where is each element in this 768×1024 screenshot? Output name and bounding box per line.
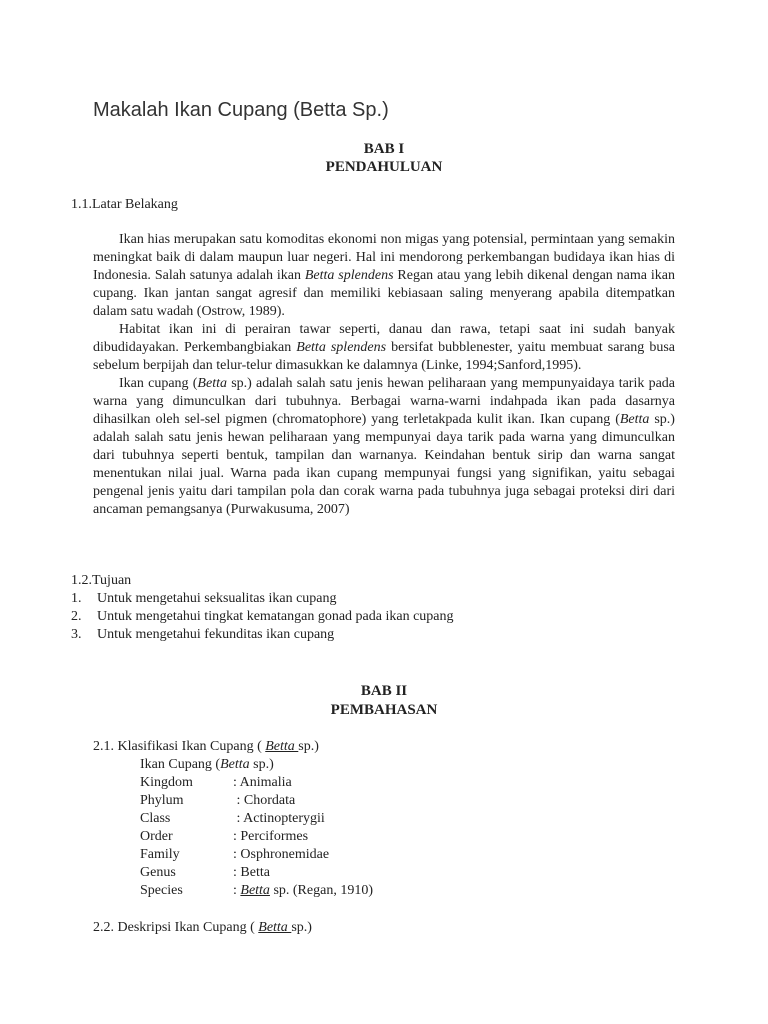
taxonomy-rank: Genus — [140, 865, 176, 880]
taxonomy-row — [140, 810, 373, 828]
taxonomy-rank: Kingdom — [140, 775, 193, 790]
paragraph-3-text-b: sp.) adalah salah satu jenis hewan peliharaan yang mempunyaidaya tarik pada warna yang dimunculkan dari tubuhnya. Berbagai warna-warni indahpada ikan pada dasarnya dihasilkan oleh sel-sel pigmen (chromatophore) yang terletakpada kulit ikan. Ikan cupang ( — [93, 376, 675, 427]
taxonomy-rank: Family — [140, 847, 180, 862]
taxonomy-row — [140, 846, 373, 864]
taxonomy-heading-genus: Betta — [220, 757, 250, 772]
list-item — [71, 626, 454, 644]
taxonomy-row — [140, 864, 373, 882]
paragraph-3-genus-name-2: Betta — [619, 412, 650, 427]
taxonomy-row — [140, 774, 373, 792]
paragraph-1-text-b: Regan atau yang lebih dikenal dengan nama ikan cupang. Ikan jantan sangat agresif dan memiliki kebiasaan saling menyerang apabila ditempatkan dalam satu wadah (Ostrow, 1989). — [93, 268, 675, 319]
taxonomy-value: : Perciformes — [233, 829, 309, 844]
list-item — [71, 608, 454, 626]
body-paragraphs — [93, 231, 675, 519]
taxonomy-rank: Class — [140, 811, 171, 826]
chapter-title-2: PEMBAHASAN — [330, 702, 438, 718]
section-heading-deskripsi — [93, 919, 312, 937]
section-2-1-prefix: 2.1. Klasifikasi Ikan Cupang ( — [93, 739, 266, 754]
chapter-number-2: BAB II — [360, 683, 408, 699]
list-item-number: 3. — [71, 627, 82, 642]
paragraph-3-text-a: Ikan cupang ( — [119, 376, 198, 391]
paragraph-3-genus-name: Betta — [197, 376, 227, 391]
section-2-2-prefix: 2.2. Deskripsi Ikan Cupang ( — [93, 920, 259, 935]
section-2-2-genus: Betta — [258, 920, 292, 935]
paragraph-2 — [93, 321, 675, 375]
taxonomy-rank: Species — [140, 883, 183, 898]
paragraph-2-text-a: Habitat ikan ini di perairan tawar seperti, danau dan rawa, tetapi saat ini sudah banyak dibudidayakan. Perkembangbiakan — [93, 322, 675, 355]
paragraph-1-species-name: Betta splendens — [304, 268, 394, 283]
paragraph-1-text-a: Ikan hias merupakan satu komoditas ekonomi non migas yang potensial, permintaan yang semakin meningkat baik di dalam maupun luar negeri. Hal ini mendorong perkembangan budidaya ikan hias di Indonesia. Salah satunya adalah ikan — [93, 232, 675, 283]
list-item-number: 2. — [71, 609, 82, 624]
section-heading-tujuan: 1.2.Tujuan — [71, 573, 132, 588]
taxonomy-value: : Betta — [233, 865, 270, 880]
taxonomy-heading-suffix: sp.) — [249, 757, 274, 772]
section-heading-klasifikasi — [93, 738, 319, 756]
taxonomy-species-genus: Betta — [240, 883, 270, 898]
taxonomy-row — [140, 828, 373, 846]
section-heading-latar-belakang: 1.1.Latar Belakang — [71, 197, 178, 212]
objectives-list — [71, 590, 454, 644]
taxonomy-row-species — [140, 882, 373, 900]
taxonomy-value: : Actinopterygii — [233, 811, 325, 826]
section-2-1-suffix: sp.) — [298, 739, 319, 754]
section-2-2-suffix: sp.) — [291, 920, 312, 935]
paragraph-2-species-name: Betta splendens — [296, 340, 387, 355]
list-item-number: 1. — [71, 591, 82, 606]
list-item-text: Untuk mengetahui fekunditas ikan cupang — [97, 627, 335, 642]
taxonomy-species-suffix: sp. (Regan, 1910) — [269, 883, 373, 898]
paragraph-3 — [93, 375, 675, 519]
chapter-number: BAB I — [363, 141, 405, 157]
list-item — [71, 590, 454, 608]
paragraph-3-text-c: sp.) adalah salah satu jenis hewan peliharaan yang mempunyai daya tarik pada warna yang dimunculkan dari tubuhnya seperti bentuk, tampilan dan warnanya. Keindahan bentuk sirip dan warna sangat menentukan nilai jual. Warna pada ikan cupang mempunyai fungsi yang signifikan, yaitu sebagai pengenal jenis yaitu dari tampilan pola dan corak warna pada tubuhnya juga sebagai proteksi diri dari ancaman pemangsanya (Purwakusuma, 2007) — [93, 412, 675, 517]
paragraph-1 — [93, 231, 675, 321]
taxonomy-row — [140, 792, 373, 810]
paragraph-2-text-b: bersifat bubblenester, yaitu membuat sarang busa sebelum berpijah dan telur-telur dimasukkan ke dalamnya (Linke, 1994;Sanford,1995). — [93, 340, 675, 373]
taxonomy-heading-prefix: Ikan Cupang ( — [140, 757, 221, 772]
taxonomy-rank: Phylum — [140, 793, 184, 808]
taxonomy-heading — [140, 756, 274, 774]
chapter-title: PENDAHULUAN — [325, 159, 443, 175]
taxonomy-rank: Order — [140, 829, 173, 844]
document-title: Makalah Ikan Cupang (Betta Sp.) — [93, 99, 389, 121]
taxonomy-value: : Osphronemidae — [233, 847, 330, 862]
taxonomy-value: : Animalia — [233, 775, 292, 790]
section-2-1-genus: Betta — [265, 739, 299, 754]
list-item-text: Untuk mengetahui tingkat kematangan gonad pada ikan cupang — [97, 609, 454, 624]
taxonomy-value: : Chordata — [233, 793, 296, 808]
taxonomy-separator: : — [233, 883, 241, 898]
taxonomy-table — [140, 774, 373, 900]
list-item-text: Untuk mengetahui seksualitas ikan cupang — [97, 591, 337, 606]
